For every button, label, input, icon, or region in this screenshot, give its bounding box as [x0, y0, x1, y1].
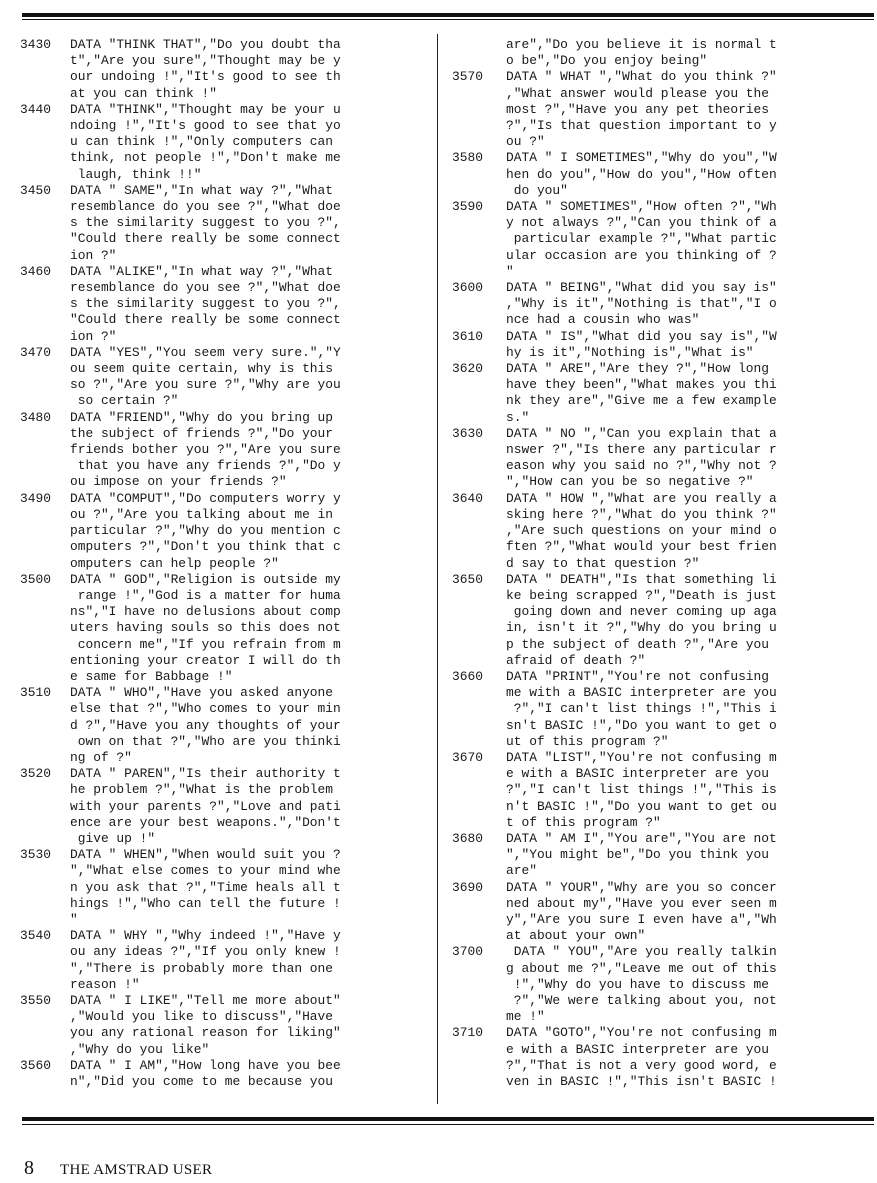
code-line: nk they are","Give me a few example [506, 393, 777, 409]
code-line: concern me","If you refrain from m [70, 636, 341, 652]
code-line: DATA " WHO","Have you asked anyone [70, 685, 334, 701]
code-line: DATA "COMPUT","Do computers worry y [70, 490, 341, 506]
listing-entry [20, 183, 418, 264]
code-text [506, 329, 866, 361]
code-line: hen do you","How do you","How often [506, 166, 777, 182]
code-line: ned about my","Have you ever seen m [506, 895, 777, 911]
line-number: 3540 [20, 928, 51, 944]
code-line: DATA " YOUR","Why are you so concer [506, 879, 777, 895]
line-number: 3510 [20, 685, 51, 701]
code-line: ut of this program ?" [506, 733, 669, 749]
line-number: 3470 [20, 344, 51, 360]
line-number: 3640 [452, 490, 483, 506]
code-line: do you" [506, 182, 568, 198]
code-line: ,"Would you like to discuss","Have [70, 1009, 334, 1025]
code-line: d say to that question ?" [506, 555, 700, 571]
line-number: 3600 [452, 280, 483, 296]
code-line: have they been","What makes you thi [506, 377, 777, 393]
left-column-listing [20, 37, 418, 1090]
line-number: 3670 [452, 749, 483, 765]
code-line: ,"Why is it","Nothing is that","I o [506, 296, 777, 312]
line-number: 3710 [452, 1025, 483, 1041]
code-line: reason !" [70, 976, 140, 992]
listing-entry [452, 831, 866, 880]
listing-entry [452, 280, 866, 329]
code-text [506, 150, 866, 199]
code-text [506, 199, 866, 280]
code-line: sking here ?","What do you think ?" [506, 506, 777, 522]
code-line: range !","God is a matter for huma [70, 587, 341, 603]
listing-entry [20, 847, 418, 928]
line-number: 3690 [452, 879, 483, 895]
line-number: 3500 [20, 571, 51, 587]
code-text [70, 928, 418, 993]
code-text [506, 491, 866, 572]
bottom-rule [22, 1117, 874, 1121]
code-text [506, 426, 866, 491]
code-line: at about your own" [506, 928, 646, 944]
code-line: DATA " BEING","What did you say is" [506, 280, 777, 296]
code-line: e with a BASIC interpreter are you [506, 766, 770, 782]
page-number: 8 [24, 1157, 34, 1179]
code-line: ,"Why do you like" [70, 1041, 210, 1057]
code-line: DATA "YES","You seem very sure.","Y [70, 344, 341, 360]
code-line: " [70, 911, 78, 927]
code-line: DATA "THINK THAT","Do you doubt tha [70, 37, 341, 52]
listing-entry [452, 491, 866, 572]
code-line: ","How can you be so negative ?" [506, 474, 754, 490]
listing-entry [20, 572, 418, 685]
code-line: DATA " WHEN","When would suit you ? [70, 847, 341, 863]
listing-entry [452, 1025, 866, 1090]
code-text [70, 847, 418, 928]
magazine-title: THE AMSTRAD USER [60, 1162, 213, 1178]
code-line: s the similarity suggest to you ?", [70, 215, 341, 231]
code-line: with your parents ?","Love and pati [70, 798, 341, 814]
code-text [506, 361, 866, 426]
code-line: own on that ?","Who are you thinki [70, 733, 341, 749]
code-line: !","Why do you have to discuss me [506, 976, 770, 992]
code-line: ence are your best weapons.","Don't [70, 814, 341, 830]
code-line: ou seem quite certain, why is this [70, 361, 334, 377]
code-line: DATA "THINK","Thought may be your u [70, 101, 341, 117]
code-line: DATA " ARE","Are they ?","How long [506, 361, 770, 377]
code-line: ion ?" [70, 247, 117, 263]
code-line: friends bother you ?","Are you sure [70, 442, 341, 458]
code-line: he problem ?","What is the problem [70, 782, 334, 798]
code-line: our undoing !","It's good to see th [70, 69, 341, 85]
line-number: 3620 [452, 361, 483, 377]
code-text [70, 410, 418, 491]
code-line: ?","We were talking about you, not [506, 992, 777, 1008]
code-line: DATA " HOW ","What are you really a [506, 490, 777, 506]
code-line: ?","Is that question important to y [506, 118, 777, 134]
code-line: DATA " SOMETIMES","How often ?","Wh [506, 199, 777, 215]
listing-entry [20, 993, 418, 1058]
line-number: 3630 [452, 425, 483, 441]
code-line: ou ?","Are you talking about me in [70, 506, 334, 522]
code-line: nswer ?","Is there any particular r [506, 442, 777, 458]
code-text [506, 572, 866, 669]
code-line: me with a BASIC interpreter are you [506, 685, 777, 701]
line-number: 3530 [20, 847, 51, 863]
code-line: o be","Do you enjoy being" [506, 53, 708, 69]
listing-entry [452, 669, 866, 750]
code-line: DATA "ALIKE","In what way ?","What [70, 263, 334, 279]
code-line: t","Are you sure","Thought may be y [70, 53, 341, 69]
code-line: s." [506, 409, 530, 425]
listing-entry [20, 685, 418, 766]
code-line: are" [506, 863, 537, 879]
code-line: DATA " YOU","Are you really talkin [506, 944, 777, 960]
code-line: omputers ?","Don't you think that c [70, 539, 341, 555]
code-text [70, 491, 418, 572]
code-line: "Could there really be some connect [70, 231, 341, 247]
line-number: 3560 [20, 1057, 51, 1073]
code-line: y","Are you sure I even have a","Wh [506, 911, 777, 927]
listing-entry [452, 750, 866, 831]
code-line: in, isn't it ?","Why do you bring u [506, 620, 777, 636]
listing-entry [452, 37, 866, 69]
code-line: u can think !","Only computers can [70, 134, 334, 150]
code-line: ndoing !","It's good to see that yo [70, 118, 341, 134]
code-line: DATA " I LIKE","Tell me more about" [70, 992, 341, 1008]
code-line: think, not people !","Don't make me [70, 150, 341, 166]
listing-entry [452, 426, 866, 491]
code-line: resemblance do you see ?","What doe [70, 280, 341, 296]
code-line: the subject of friends ?","Do your [70, 425, 334, 441]
code-line: DATA " WHY ","Why indeed !","Have y [70, 928, 341, 944]
listing-entry [452, 944, 866, 1025]
listing-entry [20, 491, 418, 572]
code-line: afraid of death ?" [506, 652, 646, 668]
code-line: so ?","Are you sure ?","Why are you [70, 377, 341, 393]
code-line: hings !","Who can tell the future ! [70, 895, 341, 911]
code-text [506, 880, 866, 945]
code-line: give up !" [70, 830, 156, 846]
line-number: 3590 [452, 199, 483, 215]
code-line: most ?","Have you any pet theories [506, 101, 770, 117]
code-line: t of this program ?" [506, 814, 661, 830]
listing-entry [452, 361, 866, 426]
code-line: resemblance do you see ?","What doe [70, 199, 341, 215]
line-number: 3660 [452, 668, 483, 684]
line-number: 3680 [452, 830, 483, 846]
code-line: ,"What answer would please you the [506, 85, 770, 101]
code-line: particular example ?","What partic [506, 231, 777, 247]
code-text [70, 993, 418, 1058]
code-line: y not always ?","Can you think of a [506, 215, 777, 231]
code-line: DATA "GOTO","You're not confusing m [506, 1025, 777, 1041]
listing-entry [452, 69, 866, 150]
line-number: 3430 [20, 37, 51, 52]
code-line: so certain ?" [70, 393, 179, 409]
code-line: DATA " I SOMETIMES","Why do you","W [506, 150, 777, 166]
code-line: DATA "LIST","You're not confusing m [506, 749, 777, 765]
code-line: "Could there really be some connect [70, 312, 341, 328]
code-line: going down and never coming up aga [506, 604, 777, 620]
line-number: 3700 [452, 944, 483, 960]
code-line: ?","I can't list things !","This i [506, 701, 777, 717]
code-line: ular occasion are you thinking of ? [506, 247, 777, 263]
code-line: omputers can help people ?" [70, 555, 279, 571]
code-text [506, 750, 866, 831]
code-line: ,"Are such questions on your mind o [506, 523, 777, 539]
code-line: hy is it","Nothing is","What is" [506, 344, 754, 360]
code-line: ou any ideas ?","If you only knew ! [70, 944, 341, 960]
code-line: " [506, 263, 514, 279]
line-number: 3490 [20, 490, 51, 506]
code-line: d ?","Have you any thoughts of your [70, 717, 341, 733]
code-line: entioning your creator I will do th [70, 652, 341, 668]
code-line: g about me ?","Leave me out of this [506, 960, 777, 976]
code-line: particular ?","Why do you mention c [70, 523, 341, 539]
code-line: e same for Babbage !" [70, 668, 233, 684]
code-line: DATA " DEATH","Is that something li [506, 571, 777, 587]
line-number: 3550 [20, 992, 51, 1008]
line-number: 3520 [20, 766, 51, 782]
code-line: n you ask that ?","Time heals all t [70, 879, 341, 895]
code-line: you any rational reason for liking" [70, 1025, 341, 1041]
code-text [70, 264, 418, 345]
code-text [70, 1058, 418, 1090]
line-number: 3570 [452, 69, 483, 85]
code-text [506, 37, 866, 69]
code-line: DATA " GOD","Religion is outside my [70, 571, 341, 587]
line-number: 3480 [20, 409, 51, 425]
code-text [70, 685, 418, 766]
code-text [506, 280, 866, 329]
code-line: ion ?" [70, 328, 117, 344]
code-line: DATA " NO ","Can you explain that a [506, 425, 777, 441]
column-divider [437, 34, 438, 1104]
code-line: DATA "FRIEND","Why do you bring up [70, 409, 334, 425]
code-line: n","Did you come to me because you [70, 1074, 334, 1089]
listing-entry [452, 329, 866, 361]
code-text [70, 766, 418, 847]
code-text [70, 572, 418, 685]
code-line: sn't BASIC !","Do you want to get o [506, 717, 777, 733]
code-line: ?","That is not a very good word, e [506, 1057, 777, 1073]
code-line: laugh, think !!" [70, 166, 202, 182]
code-line: DATA " I AM","How long have you bee [70, 1057, 341, 1073]
line-number: 3610 [452, 328, 483, 344]
code-line: e with a BASIC interpreter are you [506, 1041, 770, 1057]
code-line: ","There is probably more than one [70, 960, 334, 976]
listing-entry [20, 345, 418, 410]
code-line: else that ?","Who comes to your min [70, 701, 341, 717]
listing-entry [20, 928, 418, 993]
code-text [506, 669, 866, 750]
listing-entry [20, 766, 418, 847]
code-line: ke being scrapped ?","Death is just [506, 587, 777, 603]
code-text [506, 831, 866, 880]
listing-entry [452, 880, 866, 945]
listing-entry [452, 572, 866, 669]
code-text [506, 944, 866, 1025]
listing-entry [20, 264, 418, 345]
line-number: 3460 [20, 263, 51, 279]
code-line: p the subject of death ?","Are you [506, 636, 770, 652]
listing-entry [20, 1058, 418, 1090]
code-line: n't BASIC !","Do you want to get ou [506, 798, 777, 814]
code-line: DATA " IS","What did you say is","W [506, 328, 777, 344]
code-line: ften ?","What would your best frien [506, 539, 777, 555]
code-line: ns","I have no delusions about comp [70, 604, 341, 620]
listing-entry [20, 410, 418, 491]
code-line: me !" [506, 1009, 545, 1025]
listing-entry [20, 37, 418, 102]
top-rule-thin [22, 19, 874, 20]
code-line: nce had a cousin who was" [506, 312, 700, 328]
code-text [70, 345, 418, 410]
code-line: ou impose on your friends ?" [70, 474, 287, 490]
code-line: DATA " WHAT ","What do you think ?" [506, 69, 777, 85]
listing-entry [20, 102, 418, 183]
code-line: DATA "PRINT","You're not confusing [506, 668, 770, 684]
bottom-rule-thin [22, 1124, 874, 1125]
right-column-listing [452, 37, 866, 1090]
code-line: DATA " SAME","In what way ?","What [70, 182, 334, 198]
line-number: 3650 [452, 571, 483, 587]
code-text [70, 102, 418, 183]
top-rule [22, 13, 874, 17]
listing-entry [452, 150, 866, 199]
code-line: DATA " AM I","You are","You are not [506, 830, 777, 846]
line-number: 3450 [20, 182, 51, 198]
code-text [70, 183, 418, 264]
code-line: ","You might be","Do you think you [506, 847, 770, 863]
code-line: are","Do you believe it is normal t [506, 37, 777, 52]
code-text [506, 1025, 866, 1090]
page-footer [24, 1157, 212, 1180]
code-line: at you can think !" [70, 85, 217, 101]
code-text [506, 69, 866, 150]
listing-entry [452, 199, 866, 280]
line-number: 3440 [20, 101, 51, 117]
code-line: ng of ?" [70, 749, 132, 765]
code-line: DATA " PAREN","Is their authority t [70, 766, 341, 782]
code-line: ","What else comes to your mind whe [70, 863, 341, 879]
code-line: that you have any friends ?","Do y [70, 458, 341, 474]
code-text [70, 37, 418, 102]
code-line: s the similarity suggest to you ?", [70, 296, 341, 312]
line-number: 3580 [452, 150, 483, 166]
code-line: uters having souls so this does not [70, 620, 341, 636]
code-line: ven in BASIC !","This isn't BASIC ! [506, 1074, 777, 1089]
code-line: ?","I can't list things !","This is [506, 782, 777, 798]
code-line: eason why you said no ?","Why not ? [506, 458, 777, 474]
code-line: ou ?" [506, 134, 545, 150]
